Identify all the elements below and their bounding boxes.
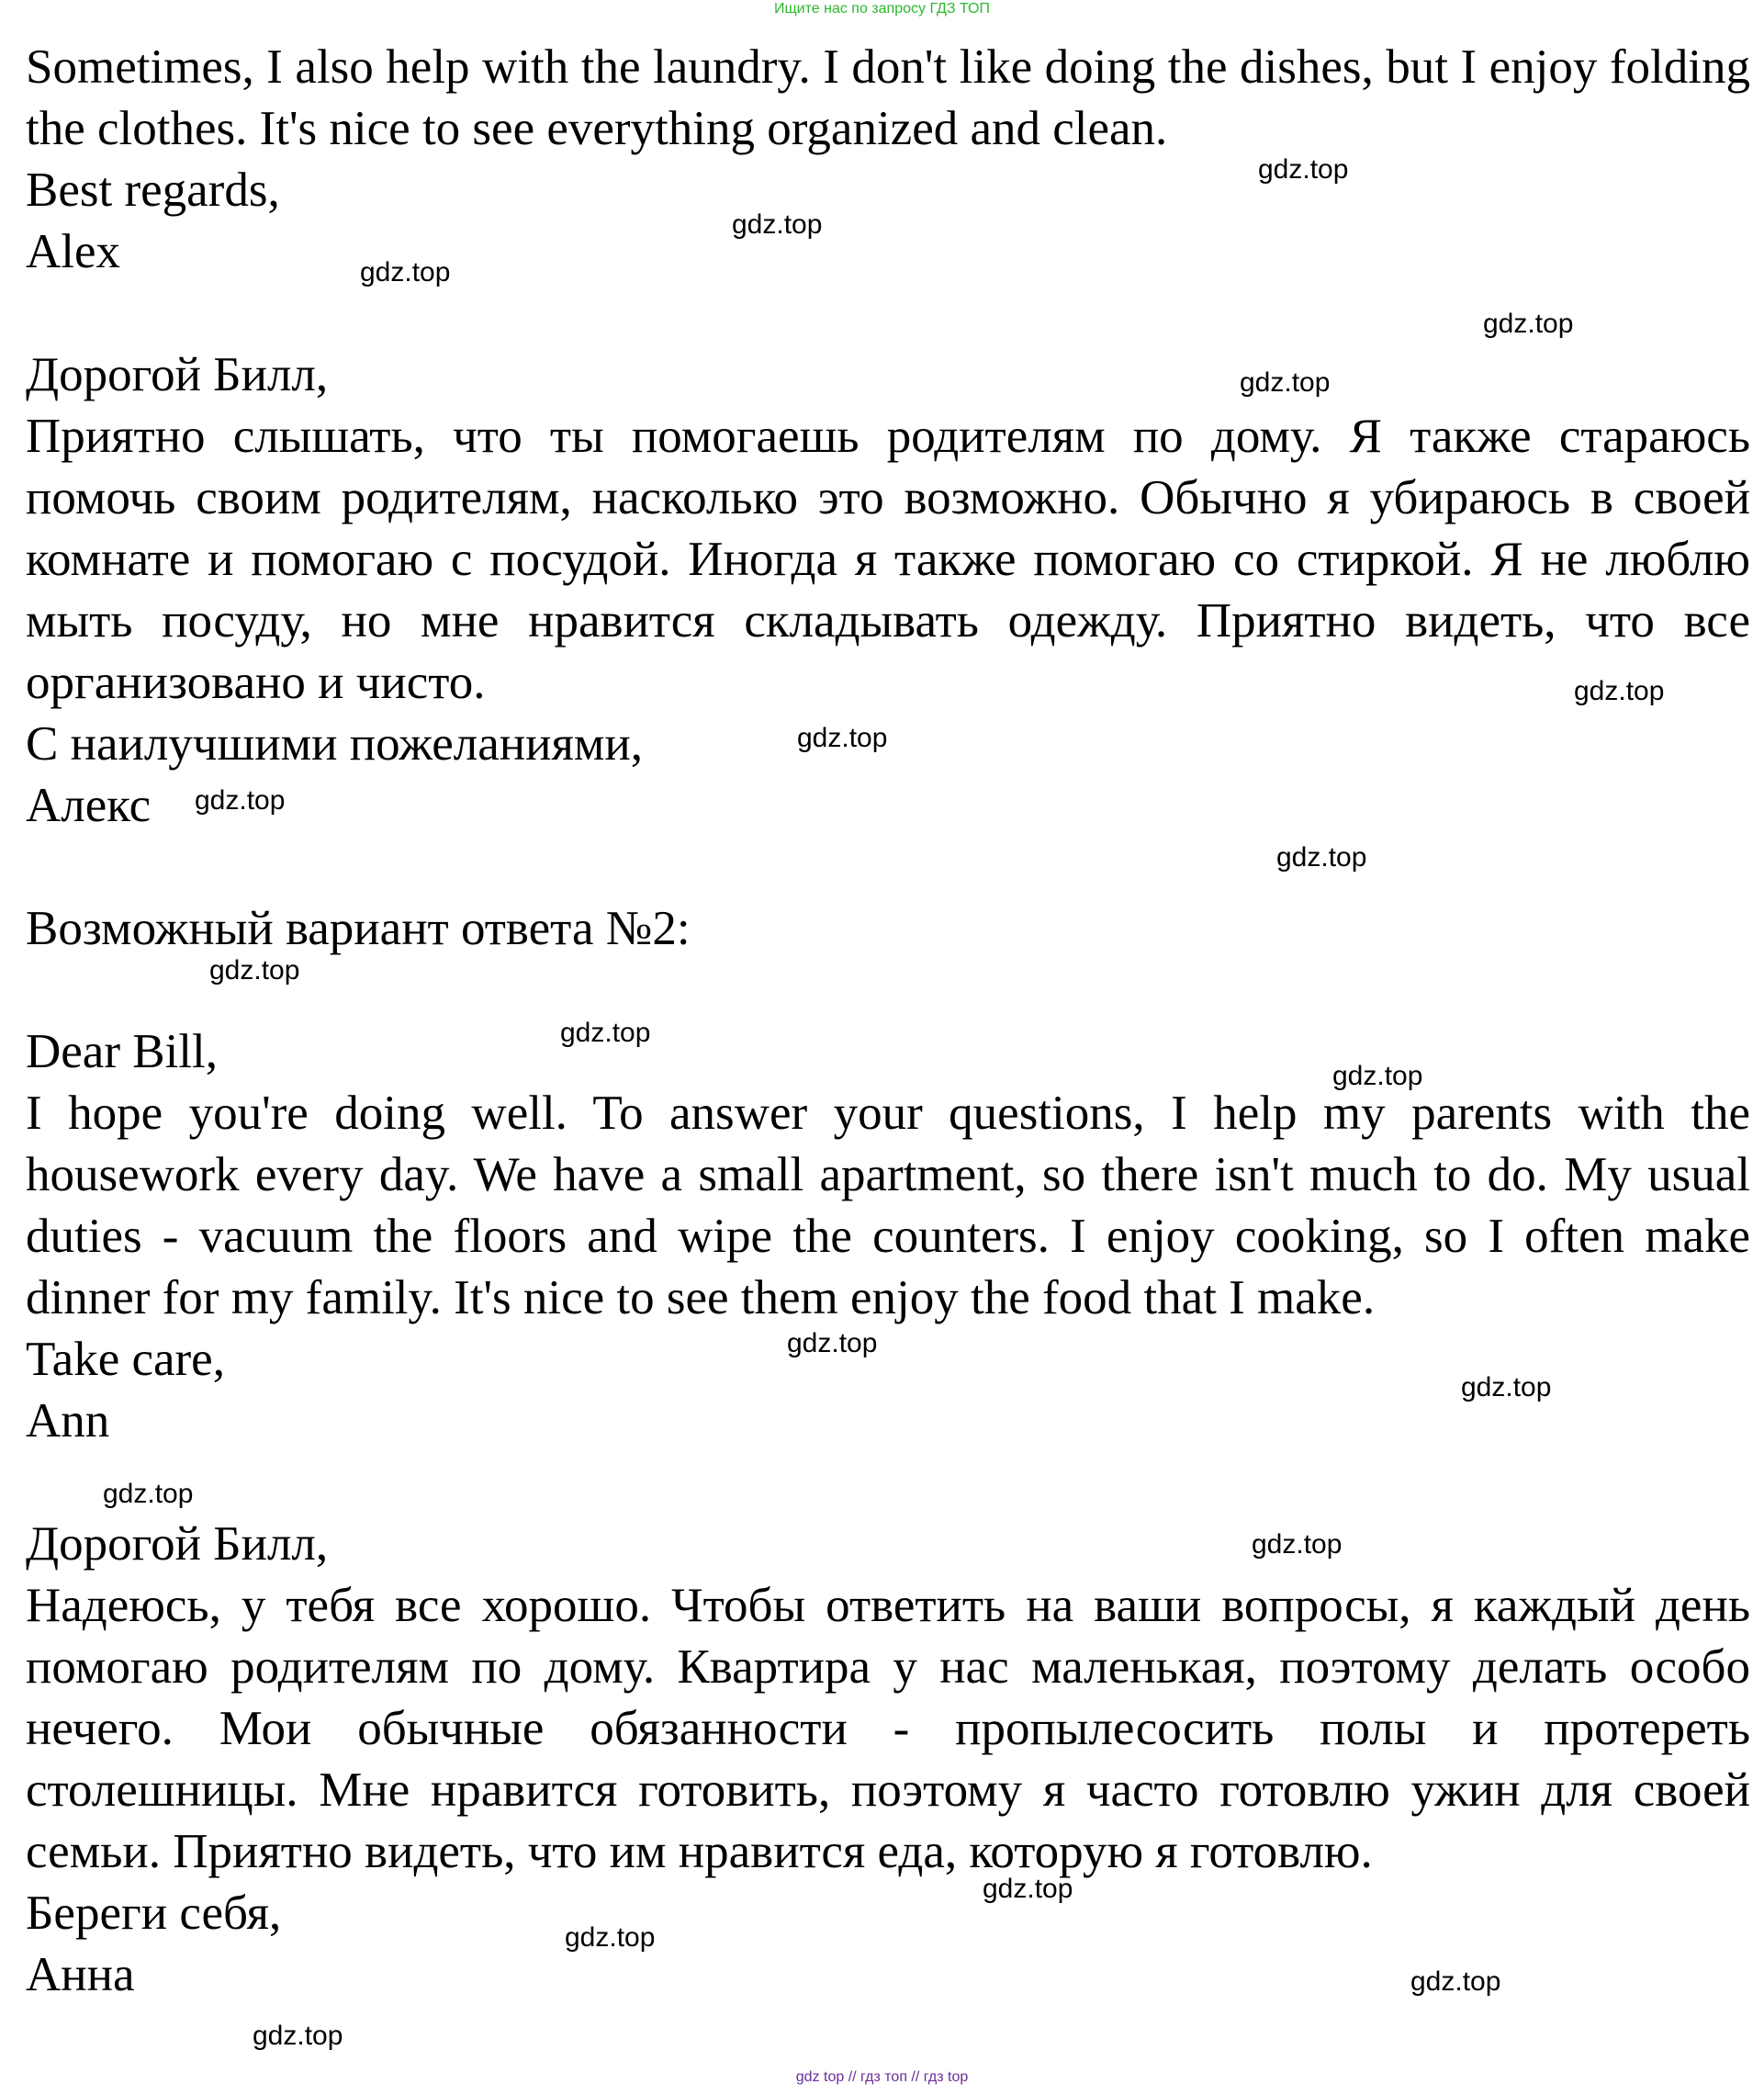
top-banner: Ищите нас по запросу ГДЗ ТОП [774,1,990,17]
watermark: gdz.top [1276,842,1367,873]
letter1-ru-body: Приятно слышать, что ты помогаешь родителям по дому. Я также стараюсь помочь своим родителям, насколько это возможно. Обычно я убираюсь в своей комнате и помогаю с посудой. Иногда я также помогаю со стиркой. Я не люблю мыть посуду, но мне нравится складывать одежду. Приятно видеть, что все организовано и чисто. [26,410,1750,709]
letter2-ru-greeting: Дорогой Билл, [26,1517,329,1571]
letter2-ru-body: Надеюсь, у тебя все хорошо. Чтобы ответить на ваши вопросы, я каждый день помогаю родителям по дому. Квартира у нас маленькая, поэтому делать особо нечего. Мои обычные обязанности - пропылесосить полы и протереть столешницы. Мне нравится готовить, поэтому я часто готовлю ужин для своей семьи. Приятно видеть, что им нравится еда, которую я готовлю. [26,1579,1750,1878]
watermark: gdz.top [1258,154,1349,185]
watermark: gdz.top [1461,1372,1552,1402]
watermark: gdz.top [560,1018,651,1048]
letter1-en-closing: Best regards, [26,163,280,217]
watermark: gdz.top [787,1328,878,1358]
watermark: gdz.top [360,257,451,287]
bottom-footer: gdz top // гдз топ // гдз top [795,2069,969,2085]
watermark: gdz.top [565,1922,656,1953]
letter1-ru-closing: С наилучшими пожеланиями, [26,717,643,771]
letter1-ru-signature: Алекс [26,779,152,832]
letter2-en-greeting: Dear Bill, [26,1025,218,1078]
watermark: gdz.top [732,209,823,240]
variant2-heading: Возможный вариант ответа №2: [26,902,691,955]
watermark: gdz.top [1483,309,1574,339]
watermark: gdz.top [103,1479,194,1509]
letter2-en-closing: Take care, [26,1333,225,1386]
watermark: gdz.top [1252,1529,1343,1560]
letter2-ru-closing: Береги себя, [26,1887,282,1940]
letter2-ru-signature: Анна [26,1948,135,2001]
letter2-en-body: I hope you're doing well. To answer your questions, I help my parents with the housework every day. We have a small apartment, so there isn't much to do. My usual duties - vacuum the floors and wipe the counters. I enjoy cooking, so I often make dinner for my family. It's nice to see them enjoy the food that I make. [26,1087,1750,1324]
letter2-en-signature: Ann [26,1394,110,1447]
letter1-ru-greeting: Дорогой Билл, [26,348,329,401]
watermark: gdz.top [797,723,888,753]
watermark: gdz.top [209,955,300,986]
letter1-en-body: Sometimes, I also help with the laundry. I don't like doing the dishes, but I enjoy folding the clothes. It's nice to see everything organized and clean. [26,40,1750,155]
letter1-en-signature: Alex [26,225,121,278]
watermark: gdz.top [1240,367,1331,398]
watermark: gdz.top [195,785,286,816]
watermark: gdz.top [1332,1061,1423,1091]
watermark: gdz.top [1574,676,1665,706]
watermark: gdz.top [253,2021,343,2051]
watermark: gdz.top [1410,1966,1501,1997]
watermark: gdz.top [983,1874,1073,1904]
